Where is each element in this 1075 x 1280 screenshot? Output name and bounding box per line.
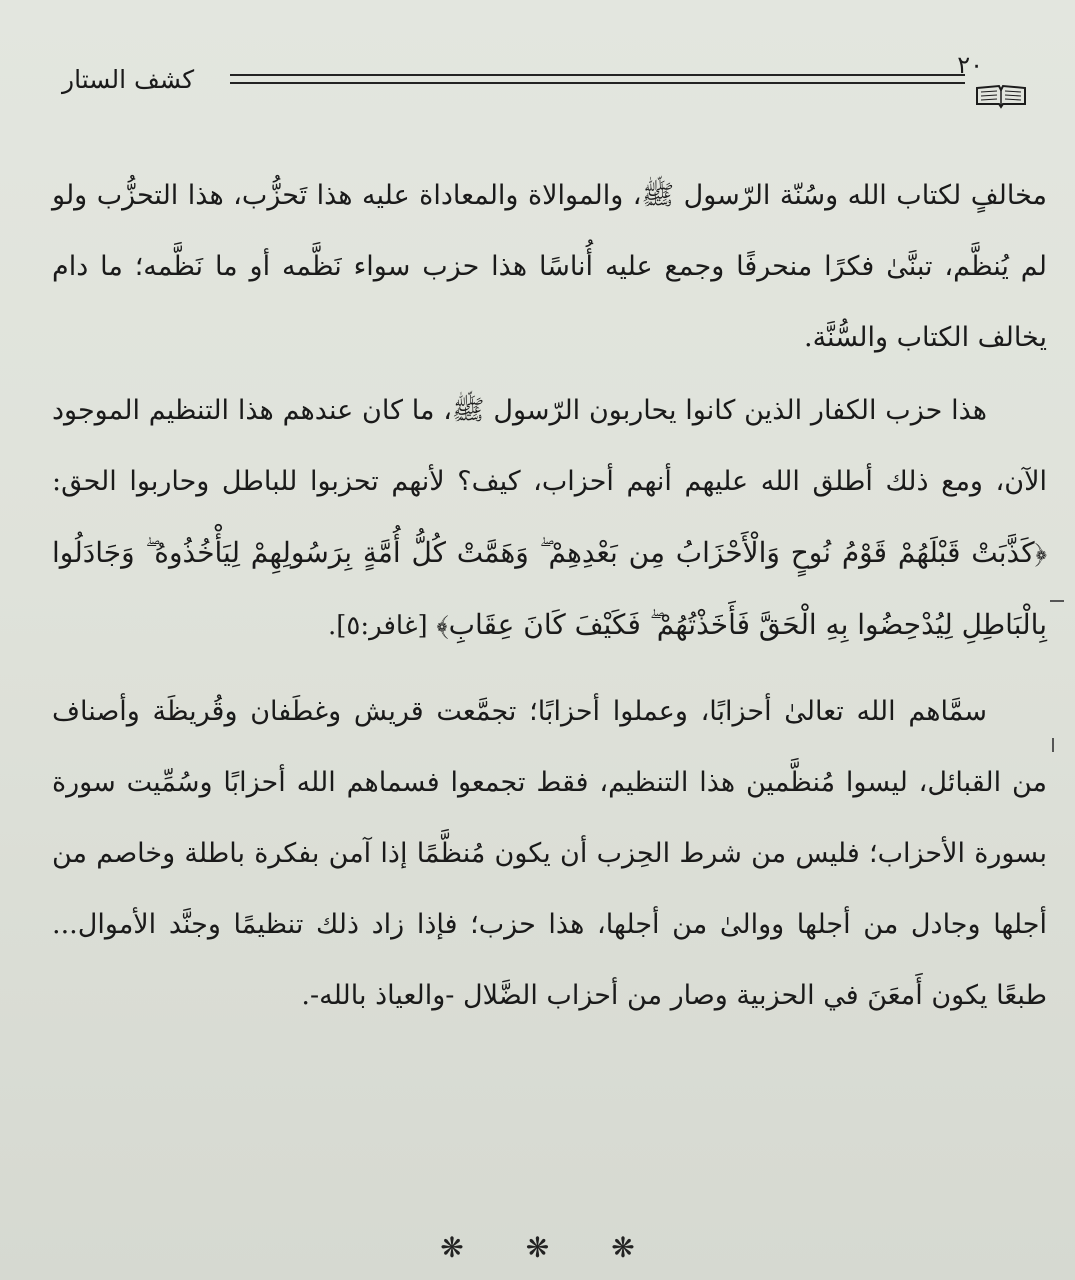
- quran-verse: ﴿كَذَّبَتْ قَبْلَهُمْ قَوْمُ نُوحٍ وَالْأَحْزَابُ مِن بَعْدِهِمْ ۖ وَهَمَّتْ كُلُّ أُمَّةٍ بِرَسُولِهِمْ لِيَأْخُذُوهُ ۖ وَجَادَلُوا بِالْبَاطِلِ لِيُدْحِضُوا بِهِ الْحَقَّ فَأَخَذْتُهُمْ ۖ فَكَيْفَ كَانَ عِقَابِ﴾: [52, 536, 1047, 641]
- paragraph-1: مخالفٍ لكتاب الله وسُنّة الرّسول ﷺ، والموالاة والمعاداة عليه هذا تَحزُّب، هذا التحزُّب ولو لم يُنظَّم، تبنَّىٰ فكرًا منحرفًا وجمع عليه أُناسًا هذا حزب سواء نَظَّمه أو ما نَظَّمه؛ ما دام يخالف الكتاب والسُّنَّة.: [52, 180, 1047, 353]
- margin-mark: [1052, 738, 1054, 752]
- body-text: [52, 160, 1047, 1031]
- page-header: [40, 52, 1035, 112]
- section-divider: [0, 1232, 1075, 1264]
- ornament-star-icon: ❋: [440, 1231, 464, 1264]
- margin-mark: [1050, 600, 1064, 602]
- ornament-star-icon: ❋: [525, 1231, 550, 1264]
- header-rule-bottom: [230, 82, 965, 84]
- verse-citation: [غافر:٥].: [328, 611, 428, 641]
- ornament-star-icon: ❋: [611, 1231, 635, 1264]
- paragraph-3: سمَّاهم الله تعالىٰ أحزابًا، وعملوا أحزابًا؛ تجمَّعت قريش وغطَفان وقُريظَة وأصناف من القبائل، ليسوا مُنظَّمين هذا التنظيم، فقط تجمعوا فسماهم الله أحزابًا وسُمِّيت سورة بسورة الأحزاب؛ فليس من شرط الحِزب أن يكون مُنظَّمًا إذا آمن بفكرة باطلة وخاصم من أجلها وجادل من أجلها ووالىٰ من أجلها، هذا حزب؛ فإذا زاد ذلك تنظيمًا وجنَّد الأموال... طبعًا يكون أَمعَنَ في الحزبية وصار من أحزاب الضَّلال -والعياذ بالله-.: [52, 696, 1047, 1011]
- page-number: ٢٠: [957, 51, 983, 79]
- running-title: كشف الستار: [62, 65, 195, 94]
- open-book-icon: [973, 82, 1029, 110]
- paragraph-2: [52, 375, 1047, 662]
- paragraph-2-text: هذا حزب الكفار الذين كانوا يحاربون الرّسول ﷺ، ما كان عندهم هذا التنظيم الموجود الآن، ومع ذلك أطلق الله عليهم أنهم أحزاب، كيف؟ لأنهم تحزبوا للباطل وحاربوا الحق:: [52, 395, 1047, 497]
- header-rule-top: [230, 74, 965, 76]
